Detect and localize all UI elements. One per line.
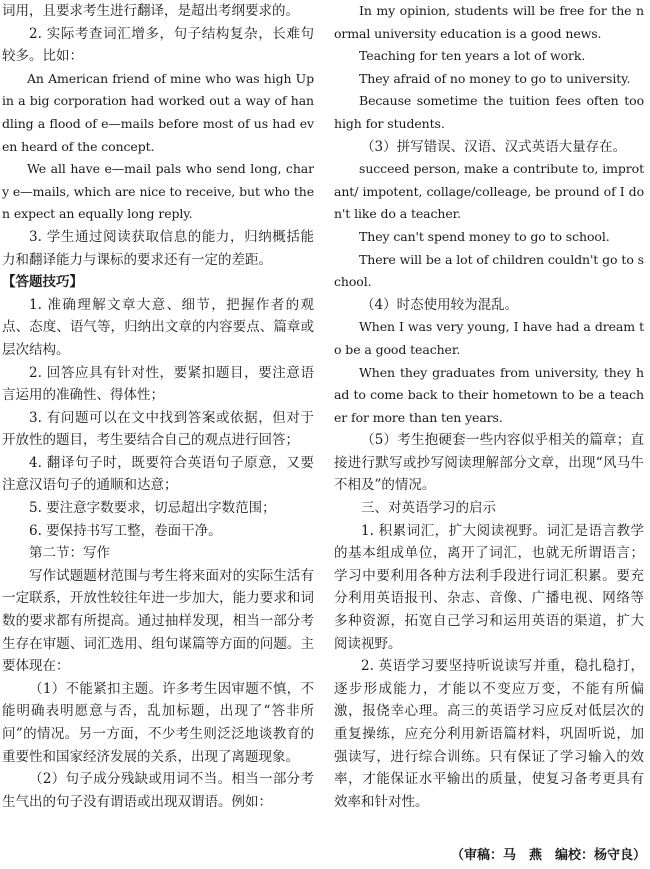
left-paragraph: 3. 学生通过阅读获取信息的能力，归纳概括能力和翻译能力与课标的要求还有一定的差距。 [2, 228, 314, 268]
left-column [2, 0, 314, 813]
right-paragraph: They afraid of no money to go to university. [359, 70, 631, 86]
left-paragraph: 2. 实际考查词汇增多，句子结构复杂，长难句较多。比如： [2, 25, 314, 65]
right-paragraph: 1. 积累词汇，扩大阅读视野。词汇是语言教学的基本组成单位，离开了词汇，也就无所谓语言；学习中要利用各种方法利手段进行词汇积累。要充分利用英语报刊、杂志、音像、广播电视、网络等多种资源，拓宽自己学习和运用英语的渠道，扩大阅读视野。 [334, 522, 644, 652]
left-paragraph: （1）不能紧扣主题。许多考生因审题不慎，不能明确表明愿意与否，乱加标题，出现了“答非所问”的情况。另一方面，不少考生则泛泛地谈教育的重要性和国家经济发展的关系，出现了离题现象。 [2, 680, 314, 765]
right-column [334, 0, 644, 813]
left-paragraph: 2. 回答应具有针对性，要紧扣题目，要注意语言运用的准确性、得体性； [2, 364, 314, 404]
left-paragraph: （2）句子成分残缺或用词不当。相当一部分考生气出的句子没有谓语或出现双谓语。例如： [2, 771, 314, 810]
right-paragraph: They can't spend money to go to school. [359, 228, 610, 244]
right-paragraph: In my opinion, students will be free for the normal university education is a good news. [334, 3, 644, 41]
left-paragraph: 4. 翻译句子时，既要符合英语句子原意，又要注意汉语句子的通顺和达意； [2, 454, 314, 494]
right-paragraph: （4）时态使用较为混乱。 [361, 296, 519, 313]
left-paragraph: 【答题技巧】 [2, 274, 83, 291]
left-paragraph: 6. 要保持书写工整，卷面干净。 [29, 522, 222, 539]
right-paragraph: （5）考生抱硬套一些内容似乎相关的篇章；直接进行默写或抄写阅读理解部分文章，出现“风马牛不相及”的情况。 [334, 432, 644, 494]
right-paragraph: There will be a lot of children couldn't go to school. [334, 251, 644, 290]
left-paragraph: 第二节：写作 [29, 545, 110, 562]
right-paragraph: When they graduates from university, they had to come back to their hometown to be a teacher for more than ten years. [334, 364, 644, 425]
right-paragraph: （3）拼写错误、汉语、汉式英语大量存在。 [361, 138, 627, 155]
left-paragraph: 词用，且要求考生进行翻译，是超出考纲要求的。 [2, 3, 299, 19]
right-paragraph: succeed person, make a contribute to, improtant/ impotent, collage/colleage, be pround of I don't like do a teacher. [334, 161, 644, 222]
right-paragraph: Because sometime the tuition fees often too high for students. [334, 93, 644, 131]
left-paragraph: We all have e—mail pals who send long, chary e—mails, which are nice to receive, but who then expect an equally long reply. [2, 161, 314, 222]
right-paragraph: When I was very young, I have had a dream to be a good teacher. [334, 319, 644, 357]
right-paragraph: Teaching for ten years a lot of work. [359, 48, 586, 64]
left-paragraph: 1. 准确理解文章大意、细节，把握作者的观点、态度、语气等，归纳出文章的内容要点、篇章或层次结构。 [2, 296, 314, 358]
left-paragraph: 5. 要注意字数要求，切忌超出字数范围； [29, 500, 276, 517]
left-paragraph: An American friend of mine who was high Up in a big corporation had worked out a way of handling a flood of e—mails before most of us had even heard of the concept. [2, 70, 314, 154]
left-paragraph: 写作试题题材范围与考生将来面对的实际生活有一定联系，开放性较往年进一步加大，能力要求和词数的要求都有所提高。通过抽样发现，相当一部分考生存在审题、词汇选用、组句谋篇等方面的问题。主要体现在： [2, 567, 314, 675]
left-paragraph: 3. 有问题可以在文中找到答案或依据，但对于开放性的题目，考生要结合自己的观点进行回答； [2, 409, 314, 449]
right-paragraph: 三、对英语学习的启示 [361, 500, 496, 517]
right-paragraph: 2. 英语学习要坚持听说读写并重，稳扎稳打，逐步形成能力，才能以不变应万变，不能有所偏激，报侥幸心理。高三的英语学习应反对低层次的重复操练，应充分利用新语篇材料，巩固听说，加强读写，进行综合训练。只有保证了学习输入的效率，才能保证水平输出的质量，使复习备考更具有效率和针对性。 [334, 658, 644, 810]
editor-credit: （审稿：马 燕 编校：杨守良） [450, 848, 646, 863]
